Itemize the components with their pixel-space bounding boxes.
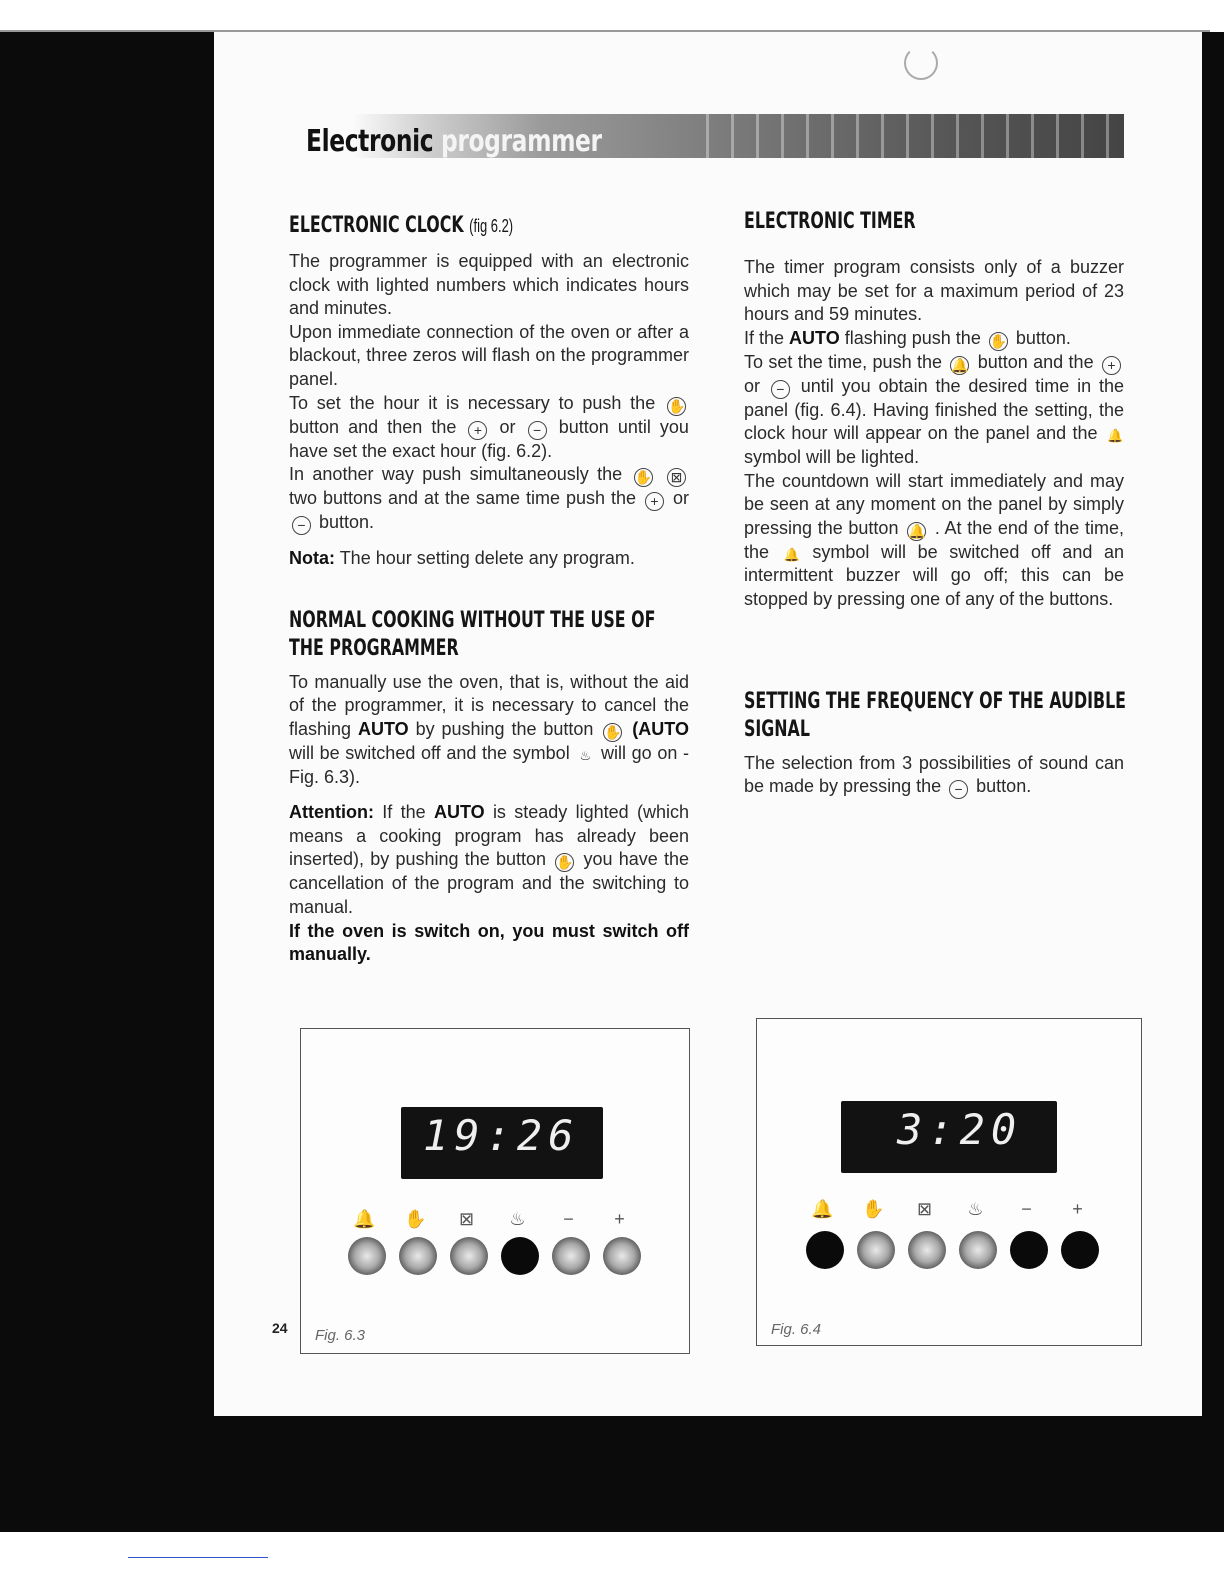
fan-button-icon: ⊠ (667, 468, 686, 487)
manual-attention: Attention: If the AUTO is steady lighted (which means a cooking program has already been inserted), by pushing the button ✋ you have the cancellation of the program and the switching to manual. (289, 802, 689, 917)
panel-button-hand (399, 1237, 437, 1275)
clock-nota: Nota: The hour setting delete any program. (289, 548, 635, 569)
minus-button-icon: − (292, 516, 311, 535)
clock-display (401, 1107, 603, 1179)
panel-button-pot (959, 1231, 997, 1269)
scan-underline (128, 1557, 268, 1558)
minus-icon: − (1021, 1199, 1032, 1219)
plus-icon: + (614, 1209, 625, 1229)
timer-para-4: The countdown will start immediately and may be seen at any moment on the panel by simply pressing the button 🔔 . At the end of the time, the 🔔 symbol will be switched off and an intermittent buzzer will go off; this can be stopped by pressing one of any of the buttons. (744, 470, 1124, 609)
scan-bottom-margin (0, 1532, 1224, 1584)
plus-icon: + (1072, 1199, 1083, 1219)
manual-para-1: To manually use the oven, that is, without the aid of the programmer, it is necessary to cancel the flashing AUTO by pushing the button ✋ (AUTO will be switched off and the symbol ♨ will go on - Fig. 6.3). (289, 671, 689, 787)
bell-icon: 🔔 (353, 1209, 376, 1229)
binder-hole (904, 46, 938, 80)
manual-warning: If the oven is switch on, you must switch off manually. (289, 920, 689, 965)
bell-symbol-icon: 🔔 (783, 546, 800, 562)
right-column (744, 208, 1124, 799)
heading-normal-cooking-2: THE PROGRAMMER (289, 635, 459, 661)
figure-caption: Fig. 6.4 (771, 1321, 822, 1338)
title-part1: Electronic (306, 124, 434, 159)
minus-button-icon: − (528, 421, 547, 440)
page-number: 24 (272, 1320, 288, 1336)
timer-para-3: To set the time, push the 🔔 button and the + or − until you obtain the desired time in the panel (fig. 6.4). Having finished the setting, the clock hour will appear on the panel and the 🔔 symbol will be lighted. (744, 351, 1124, 467)
scan-left-border (0, 32, 214, 1532)
clock-para-3: To set the hour it is necessary to push the ✋ button and then the + or − button until you have set the exact hour (fig. 6.2). (289, 392, 689, 461)
panel-button-fan (908, 1231, 946, 1269)
figure-caption: Fig. 6.3 (315, 1327, 366, 1344)
timer-para-2: If the AUTO flashing push the ✋ button. (744, 327, 1071, 349)
clock-para-2: Upon immediate connection of the oven or after a blackout, three zeros will flash on the programmer panel. (289, 321, 689, 389)
plus-button-icon: + (1102, 356, 1121, 375)
pot-icon: ♨ (509, 1209, 526, 1229)
minus-button-icon: − (949, 780, 968, 799)
panel-symbol-row (339, 1207, 645, 1231)
fan-icon: ⊠ (916, 1199, 933, 1219)
minus-icon: − (563, 1209, 574, 1229)
hand-button-icon: ✋ (667, 397, 686, 414)
bell-button-icon: 🔔 (951, 356, 969, 373)
left-column (289, 212, 689, 967)
heading-normal-cooking-1: NORMAL COOKING WITHOUT THE USE OF (289, 607, 656, 633)
minus-button-icon: − (771, 380, 790, 399)
panel-symbol-row (797, 1197, 1103, 1221)
bell-icon: 🔔 (811, 1199, 834, 1219)
panel-button-minus (1010, 1231, 1048, 1269)
plus-button-icon: + (645, 492, 664, 511)
hand-button-icon: ✋ (604, 723, 622, 740)
clock-para-1: The programmer is equipped with an electronic clock with lighted numbers which indicates hours and minutes. (289, 251, 689, 319)
panel-button-row (799, 1231, 1105, 1269)
heading-electronic-timer: ELECTRONIC TIMER (744, 209, 916, 234)
figure-6-3 (300, 1028, 690, 1354)
panel-button-bell (806, 1231, 844, 1269)
panel-button-plus (1061, 1231, 1099, 1269)
bell-symbol-icon: 🔔 (1106, 428, 1124, 444)
manual-page (214, 32, 1202, 1416)
hand-button-icon: ✋ (556, 854, 574, 871)
hand-button-icon: ✋ (989, 332, 1008, 349)
hand-icon: ✋ (862, 1199, 885, 1219)
heading-electronic-clock: ELECTRONIC CLOCK (fig 6.2) (289, 213, 514, 238)
scan-top-margin (0, 0, 1224, 30)
bell-button-icon: 🔔 (908, 522, 926, 539)
scan-right-border (1202, 32, 1224, 1532)
clock-para-4: In another way push simultaneously the ✋ ⊠ two buttons and at the same time push the + or − button. (289, 464, 689, 534)
heading-audible-signal-1: SETTING THE FREQUENCY OF THE AUDIBLE (744, 688, 1126, 714)
scan-bottom-border (0, 1416, 1224, 1532)
display-digits: 19:26 (423, 1111, 580, 1160)
figure-6-4 (756, 1018, 1142, 1346)
title-part2: programmer (440, 124, 602, 159)
heading-audible-signal-2: SIGNAL (744, 716, 810, 742)
signal-para-1: The selection from 3 possibilities of sound can be made by pressing the − button. (744, 752, 1124, 798)
timer-para-1: The timer program consists only of a buzzer which may be set for a maximum period of 23 hours and 59 minutes. (744, 257, 1124, 325)
panel-button-bell (348, 1237, 386, 1275)
display-digits: 3:20 (897, 1105, 1023, 1154)
panel-button-fan (450, 1237, 488, 1275)
clock-display (841, 1101, 1057, 1173)
hand-button-icon: ✋ (634, 469, 653, 486)
pot-symbol-icon: ♨ (579, 747, 592, 763)
plus-button-icon: + (468, 421, 487, 440)
panel-button-minus (552, 1237, 590, 1275)
hand-icon: ✋ (404, 1209, 427, 1229)
panel-button-pot (501, 1237, 539, 1275)
page-title (306, 124, 602, 159)
panel-button-row (341, 1237, 647, 1275)
fan-icon: ⊠ (458, 1209, 475, 1229)
panel-button-hand (857, 1231, 895, 1269)
panel-button-plus (603, 1237, 641, 1275)
pot-icon: ♨ (967, 1199, 984, 1219)
